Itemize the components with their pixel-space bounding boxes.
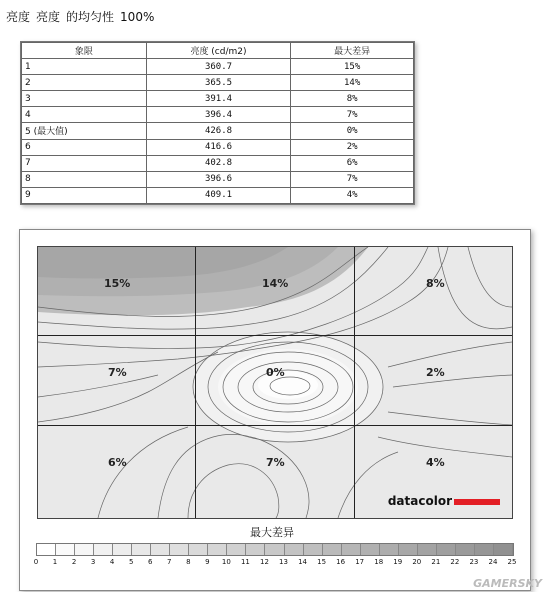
cell-max-diff: 0%: [291, 123, 414, 139]
scale-tick-label: 24: [488, 558, 498, 566]
cell-luminance: 391.4: [146, 91, 291, 107]
scale-tick-label: 22: [450, 558, 460, 566]
scale-tick-label: 13: [279, 558, 288, 566]
scale-segment: [37, 544, 56, 555]
cell-luminance: 402.8: [146, 155, 291, 171]
cell-label-5: 0%: [266, 366, 285, 379]
scale-tick-label: 8: [186, 558, 191, 566]
cell-label-6: 2%: [426, 366, 445, 379]
scale-segment: [227, 544, 246, 555]
grid-line-vertical: [354, 247, 355, 518]
grid-line-horizontal: [38, 335, 512, 336]
scale-tick-label: 1: [52, 558, 58, 566]
cell-luminance: 416.6: [146, 139, 291, 155]
title-part2: 亮度: [36, 10, 61, 24]
table-row: [22, 107, 414, 123]
cell-luminance: 360.7: [146, 59, 291, 75]
uniformity-table: [20, 41, 415, 205]
cell-label-2: 14%: [262, 277, 289, 290]
scale-segment: [304, 544, 323, 555]
scale-segment: [380, 544, 399, 555]
scale-segment: [56, 544, 75, 555]
cell-quadrant: 6: [22, 139, 147, 155]
scale-tick-label: 23: [469, 558, 479, 566]
cell-luminance: 409.1: [146, 187, 291, 203]
scale-tick-label: 18: [374, 558, 384, 566]
scale-segment: [342, 544, 361, 555]
cell-label-4: 7%: [108, 366, 127, 379]
cell-quadrant: 8: [22, 171, 147, 187]
scale-tick-label: 2: [71, 558, 77, 566]
cell-quadrant: 9: [22, 187, 147, 203]
scale-segment: [475, 544, 494, 555]
scale-tick-label: 19: [393, 558, 403, 566]
scale-segment: [437, 544, 456, 555]
cell-max-diff: 4%: [291, 187, 414, 203]
cell-max-diff: 15%: [291, 59, 414, 75]
scale-tick-label: 14: [298, 558, 308, 566]
uniformity-map: [37, 246, 513, 519]
table-row: [22, 75, 414, 91]
table-row: [22, 155, 414, 171]
data-table: [21, 42, 414, 204]
table-row: [22, 187, 414, 203]
scale-tick-label: 25: [507, 558, 517, 566]
table-row: [22, 91, 414, 107]
cell-max-diff: 6%: [291, 155, 414, 171]
scale-segment: [246, 544, 265, 555]
header-quadrant: 象限: [22, 43, 147, 59]
scale-segment: [265, 544, 284, 555]
scale-segment: [361, 544, 380, 555]
cell-quadrant: 5 (最大值): [22, 123, 147, 139]
cell-label-8: 7%: [266, 456, 285, 469]
header-max-diff: 最大差异: [291, 43, 414, 59]
scale-tick-label: 11: [240, 558, 250, 566]
scale-segment: [418, 544, 437, 555]
brand-text: datacolor: [387, 494, 452, 508]
scale-tick-label: 7: [167, 558, 172, 566]
title-part4: 100%: [120, 10, 155, 24]
cell-max-diff: 14%: [291, 75, 414, 91]
scale-tick-label: 5: [128, 558, 134, 566]
grid-line-vertical: [195, 247, 196, 518]
scale-segment: [208, 544, 227, 555]
scale-segment: [113, 544, 132, 555]
scale-segment: [323, 544, 342, 555]
cell-quadrant: 1: [22, 59, 147, 75]
scale-tick-label: 21: [431, 558, 441, 566]
scale-tick-label: 9: [205, 558, 210, 566]
cell-max-diff: 7%: [291, 107, 414, 123]
cell-label-3: 8%: [426, 277, 445, 290]
scale-tick-label: 20: [412, 558, 422, 566]
cell-luminance: 396.4: [146, 107, 291, 123]
scale-tick-label: 4: [109, 558, 115, 566]
grid-line-horizontal: [38, 425, 512, 426]
cell-max-diff: 8%: [291, 91, 414, 107]
scale-segment: [285, 544, 304, 555]
scale-segment: [456, 544, 475, 555]
header-luminance: 亮度 (cd/m2): [146, 43, 291, 59]
table-row: [22, 171, 414, 187]
cell-luminance: 365.5: [146, 75, 291, 91]
scale-segment: [189, 544, 208, 555]
scale-segment: [132, 544, 151, 555]
cell-quadrant: 7: [22, 155, 147, 171]
scale-tick-label: 15: [317, 558, 327, 566]
title-part1: 亮度: [6, 10, 31, 24]
color-scale-bar: [36, 543, 514, 556]
table-row: [22, 59, 414, 75]
datacolor-logo: [388, 494, 500, 508]
brand-bar-icon: [454, 499, 500, 505]
title-part3: 的均匀性: [66, 10, 115, 24]
uniformity-chart: [19, 229, 531, 591]
cell-quadrant: 2: [22, 75, 147, 91]
scale-title: 最大差异: [250, 526, 294, 539]
cell-label-7: 6%: [108, 456, 127, 469]
scale-segment: [170, 544, 189, 555]
scale-tick-label: 3: [90, 558, 96, 566]
table-header-row: [22, 43, 414, 59]
scale-segment: [75, 544, 94, 555]
scale-segment: [94, 544, 113, 555]
scale-tick-label: 12: [260, 558, 269, 566]
cell-quadrant: 4: [22, 107, 147, 123]
cell-quadrant: 3: [22, 91, 147, 107]
scale-segment: [494, 544, 513, 555]
scale-tick-label: 10: [221, 558, 231, 566]
scale-segment: [151, 544, 170, 555]
scale-segment: [399, 544, 418, 555]
cell-label-9: 4%: [426, 456, 445, 469]
scale-tick-label: 17: [355, 558, 365, 566]
scale-tick-label: 0: [33, 558, 39, 566]
table-row: [22, 123, 414, 139]
watermark: GAMERSKY: [473, 577, 542, 590]
scale-tick-label: 16: [336, 558, 346, 566]
table-row: [22, 139, 414, 155]
cell-max-diff: 7%: [291, 171, 414, 187]
cell-max-diff: 2%: [291, 139, 414, 155]
page-title: [6, 8, 160, 25]
cell-luminance: 396.6: [146, 171, 291, 187]
cell-luminance: 426.8: [146, 123, 291, 139]
cell-label-1: 15%: [104, 277, 131, 290]
scale-tick-label: 6: [148, 558, 153, 566]
